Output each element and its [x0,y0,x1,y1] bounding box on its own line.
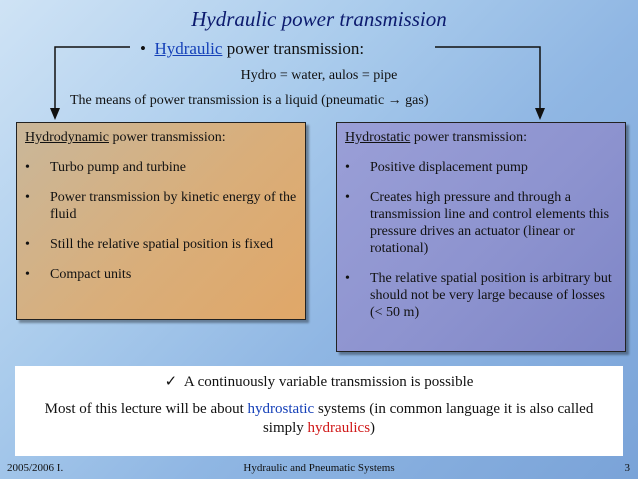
cvt-text: A continuously variable transmission is possible [183,374,474,390]
bullet-symbol: • [140,39,146,58]
list-item-text: Power transmission by kinetic energy of the fluid [50,190,297,222]
bullet-symbol: • [25,190,30,205]
hydrodynamic-title-word: Hydrodynamic [25,130,109,145]
main-bullet [140,39,364,59]
hydro-definition: Hydro = water, aulos = pipe [240,68,398,83]
list-item-text: The relative spatial position is arbitrary but should not be very large because of losses (< 50 m) [370,271,612,320]
hydrostatic-title [345,129,617,146]
bullet-rest: power transmission: [222,39,365,58]
hydrostatic-title-rest: power transmission: [410,130,527,145]
bullet-symbol: • [25,237,30,252]
list-item [25,236,297,253]
list-item [25,189,297,223]
bullet-symbol: • [345,160,350,175]
footer-semester: 2005/2006 I. [7,462,64,474]
list-item [25,266,297,283]
lecture-pre: Most of this lecture will be about [44,401,248,417]
list-item [25,159,297,176]
list-item [345,159,617,176]
bullet-symbol: • [25,267,30,282]
hydrostatic-box [336,122,626,352]
slide-title: Hydraulic power transmission [191,7,447,31]
list-item [345,189,617,257]
lecture-post: ) [370,420,376,436]
hydrostatic-title-word: Hydrostatic [345,130,411,145]
list-item [345,270,617,321]
lecture-mid: systems (in common language it is also called simply [262,401,594,436]
list-item-text: Still the relative spatial position is fixed [50,237,274,252]
means-text: The means of power transmission is a liquid (pneumatic → gas) [70,93,429,108]
footer-course: Hydraulic and Pneumatic Systems [243,462,395,474]
lecture-note [30,400,608,438]
bullet-symbol: • [345,271,350,286]
hydraulics-word: hydraulics [307,420,371,436]
hydrodynamic-title-rest: power transmission: [108,130,226,145]
checkmark-icon: ✓ [164,372,178,390]
list-item-text: Turbo pump and turbine [50,160,186,175]
hydraulic-link[interactable]: Hydraulic [154,39,223,58]
hydrodynamic-box [16,122,306,320]
hydrostatic-word: hydrostatic [247,401,315,417]
bullet-symbol: • [25,160,30,175]
list-item-text: Compact units [50,267,132,282]
cvt-statement [0,372,638,391]
page-number: 3 [624,462,630,474]
bullet-symbol: • [345,190,350,205]
list-item-text: Positive displacement pump [370,160,528,175]
hydrodynamic-title [25,129,297,146]
list-item-text: Creates high pressure and through a transmission line and control elements this pressure drives an actuator (linear or rotational) [370,190,610,256]
